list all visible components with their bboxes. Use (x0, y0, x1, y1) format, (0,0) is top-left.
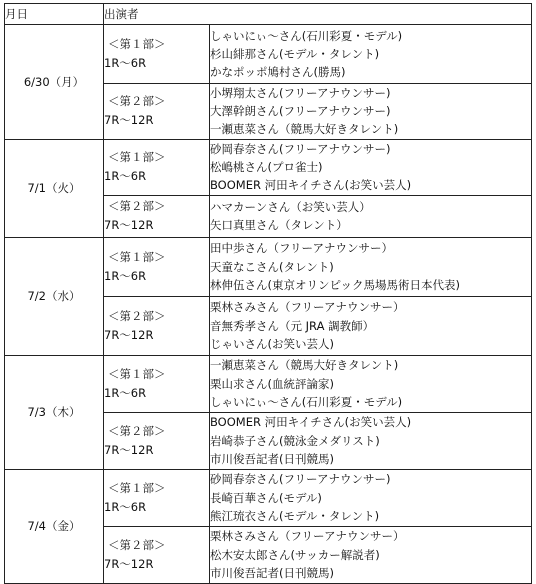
cast-member: 市川俊吾記者(日刊競馬) (210, 565, 334, 580)
cast-member: 砂岡春奈さん(フリーアナウンサー) (210, 472, 391, 487)
race-range: 7R～12R (104, 327, 154, 342)
race-range: 1R～6R (104, 385, 147, 400)
cast-member: 田中歩さん（フリーアナウンサー） (210, 241, 393, 256)
session-cell (104, 139, 210, 195)
schedule-table (4, 3, 532, 584)
race-range: 1R～6R (104, 499, 147, 514)
cast-member: 小堺翔太さん(フリーアナウンサー) (210, 86, 391, 100)
header-row (5, 4, 532, 25)
part-label: ＜第２部＞ (108, 199, 166, 214)
date-cell: 7/3（木） (5, 355, 104, 469)
cast-member: BOOMER 河田キイチさん(お笑い芸人) (210, 178, 412, 193)
cast-member: 長崎百華さん(モデル) (210, 490, 322, 505)
session-cell (104, 25, 210, 84)
session-cell (104, 296, 210, 355)
cast-member: 砂岡春奈さん(フリーアナウンサー) (210, 141, 391, 156)
session-cell (104, 526, 210, 583)
cast-cell (210, 237, 532, 296)
cast-member: ハマカーンさん（お笑い芸人） (210, 199, 371, 214)
part-label: ＜第１部＞ (108, 249, 166, 264)
date-column-header: 月日 (5, 4, 104, 25)
date-cell: 7/1（火） (5, 139, 104, 237)
cast-member: 栗林さみさん（フリーアナウンサー） (210, 529, 405, 544)
race-range: 7R～12R (104, 113, 154, 128)
cast-member: BOOMER 河田キイチさん(お笑い芸人) (210, 415, 412, 430)
cast-member: 岩崎恭子さん(競泳金メダリスト) (210, 433, 380, 448)
cast-column-header: 出演者 (104, 4, 532, 25)
session-cell (104, 355, 210, 412)
date-cell: 7/4（金） (5, 469, 104, 583)
cast-member: 熊江琉衣さん(モデル・タレント) (210, 508, 380, 523)
race-range: 1R～6R (104, 268, 147, 283)
part-label: ＜第２部＞ (108, 423, 166, 438)
cast-cell (210, 355, 532, 412)
date-cell: 6/30（月） (5, 25, 104, 140)
cast-member: 矢口真里さん（タレント） (210, 218, 348, 233)
cast-member: しゃいにぃ～さん(石川彩夏・モデル) (210, 394, 403, 409)
cast-member: 市川俊吾記者(日刊競馬) (210, 451, 334, 466)
cast-cell (210, 195, 532, 237)
cast-member: かなポッポ鳩村さん(勝馬) (210, 65, 346, 80)
part-label: ＜第１部＞ (108, 150, 166, 165)
part-label: ＜第２部＞ (108, 308, 166, 323)
race-range: 7R～12R (104, 556, 154, 571)
cast-member: 林伸伍さん(東京オリンピック馬場馬術日本代表) (210, 277, 461, 292)
session-cell (104, 237, 210, 296)
cast-member: 一瀬恵菜さん（競馬大好きタレント) (210, 122, 399, 137)
race-range: 7R～12R (104, 218, 154, 233)
session-row (5, 237, 532, 296)
cast-cell (210, 25, 532, 84)
part-label: ＜第１部＞ (108, 37, 166, 51)
part-label: ＜第２部＞ (108, 537, 166, 552)
cast-cell (210, 139, 532, 195)
cast-member: 栗林さみさん（フリーアナウンサー） (210, 300, 405, 315)
race-range: 1R～6R (104, 169, 147, 184)
cast-member: 大澤幹朗さん(フリーアナウンサー) (210, 104, 391, 119)
session-row (5, 25, 532, 84)
cast-member: 音無秀孝さん（元 JRA 調教師） (210, 318, 375, 333)
cast-cell (210, 412, 532, 469)
race-range: 7R～12R (104, 442, 154, 457)
race-range: 1R～6R (104, 56, 147, 70)
cast-member: 杉山緋那さん(モデル・タレント) (210, 46, 380, 61)
session-row (5, 469, 532, 526)
cast-member: じゃいさん(お笑い芸人) (210, 336, 334, 351)
part-label: ＜第１部＞ (108, 480, 166, 495)
cast-member: 一瀬恵菜さん（競馬大好きタレント) (210, 358, 399, 373)
session-cell (104, 195, 210, 237)
cast-member: 松木安太郎さん(サッカー解説者) (210, 547, 380, 562)
session-cell (104, 84, 210, 140)
cast-cell (210, 84, 532, 140)
cast-cell (210, 526, 532, 583)
cast-member: 松嶋桃さん(プロ雀士) (210, 160, 323, 174)
cast-cell (210, 469, 532, 526)
part-label: ＜第２部＞ (108, 94, 166, 109)
cast-member: 天童なこさん(タレント) (210, 259, 334, 274)
date-cell: 7/2（水） (5, 237, 104, 355)
session-row (5, 139, 532, 195)
cast-member: 栗山求さん(血統評論家) (210, 376, 334, 391)
session-row (5, 355, 532, 412)
session-cell (104, 412, 210, 469)
cast-member: しゃいにぃ～さん(石川彩夏・モデル) (210, 28, 403, 43)
part-label: ＜第１部＞ (108, 366, 166, 381)
session-cell (104, 469, 210, 526)
cast-cell (210, 296, 532, 355)
